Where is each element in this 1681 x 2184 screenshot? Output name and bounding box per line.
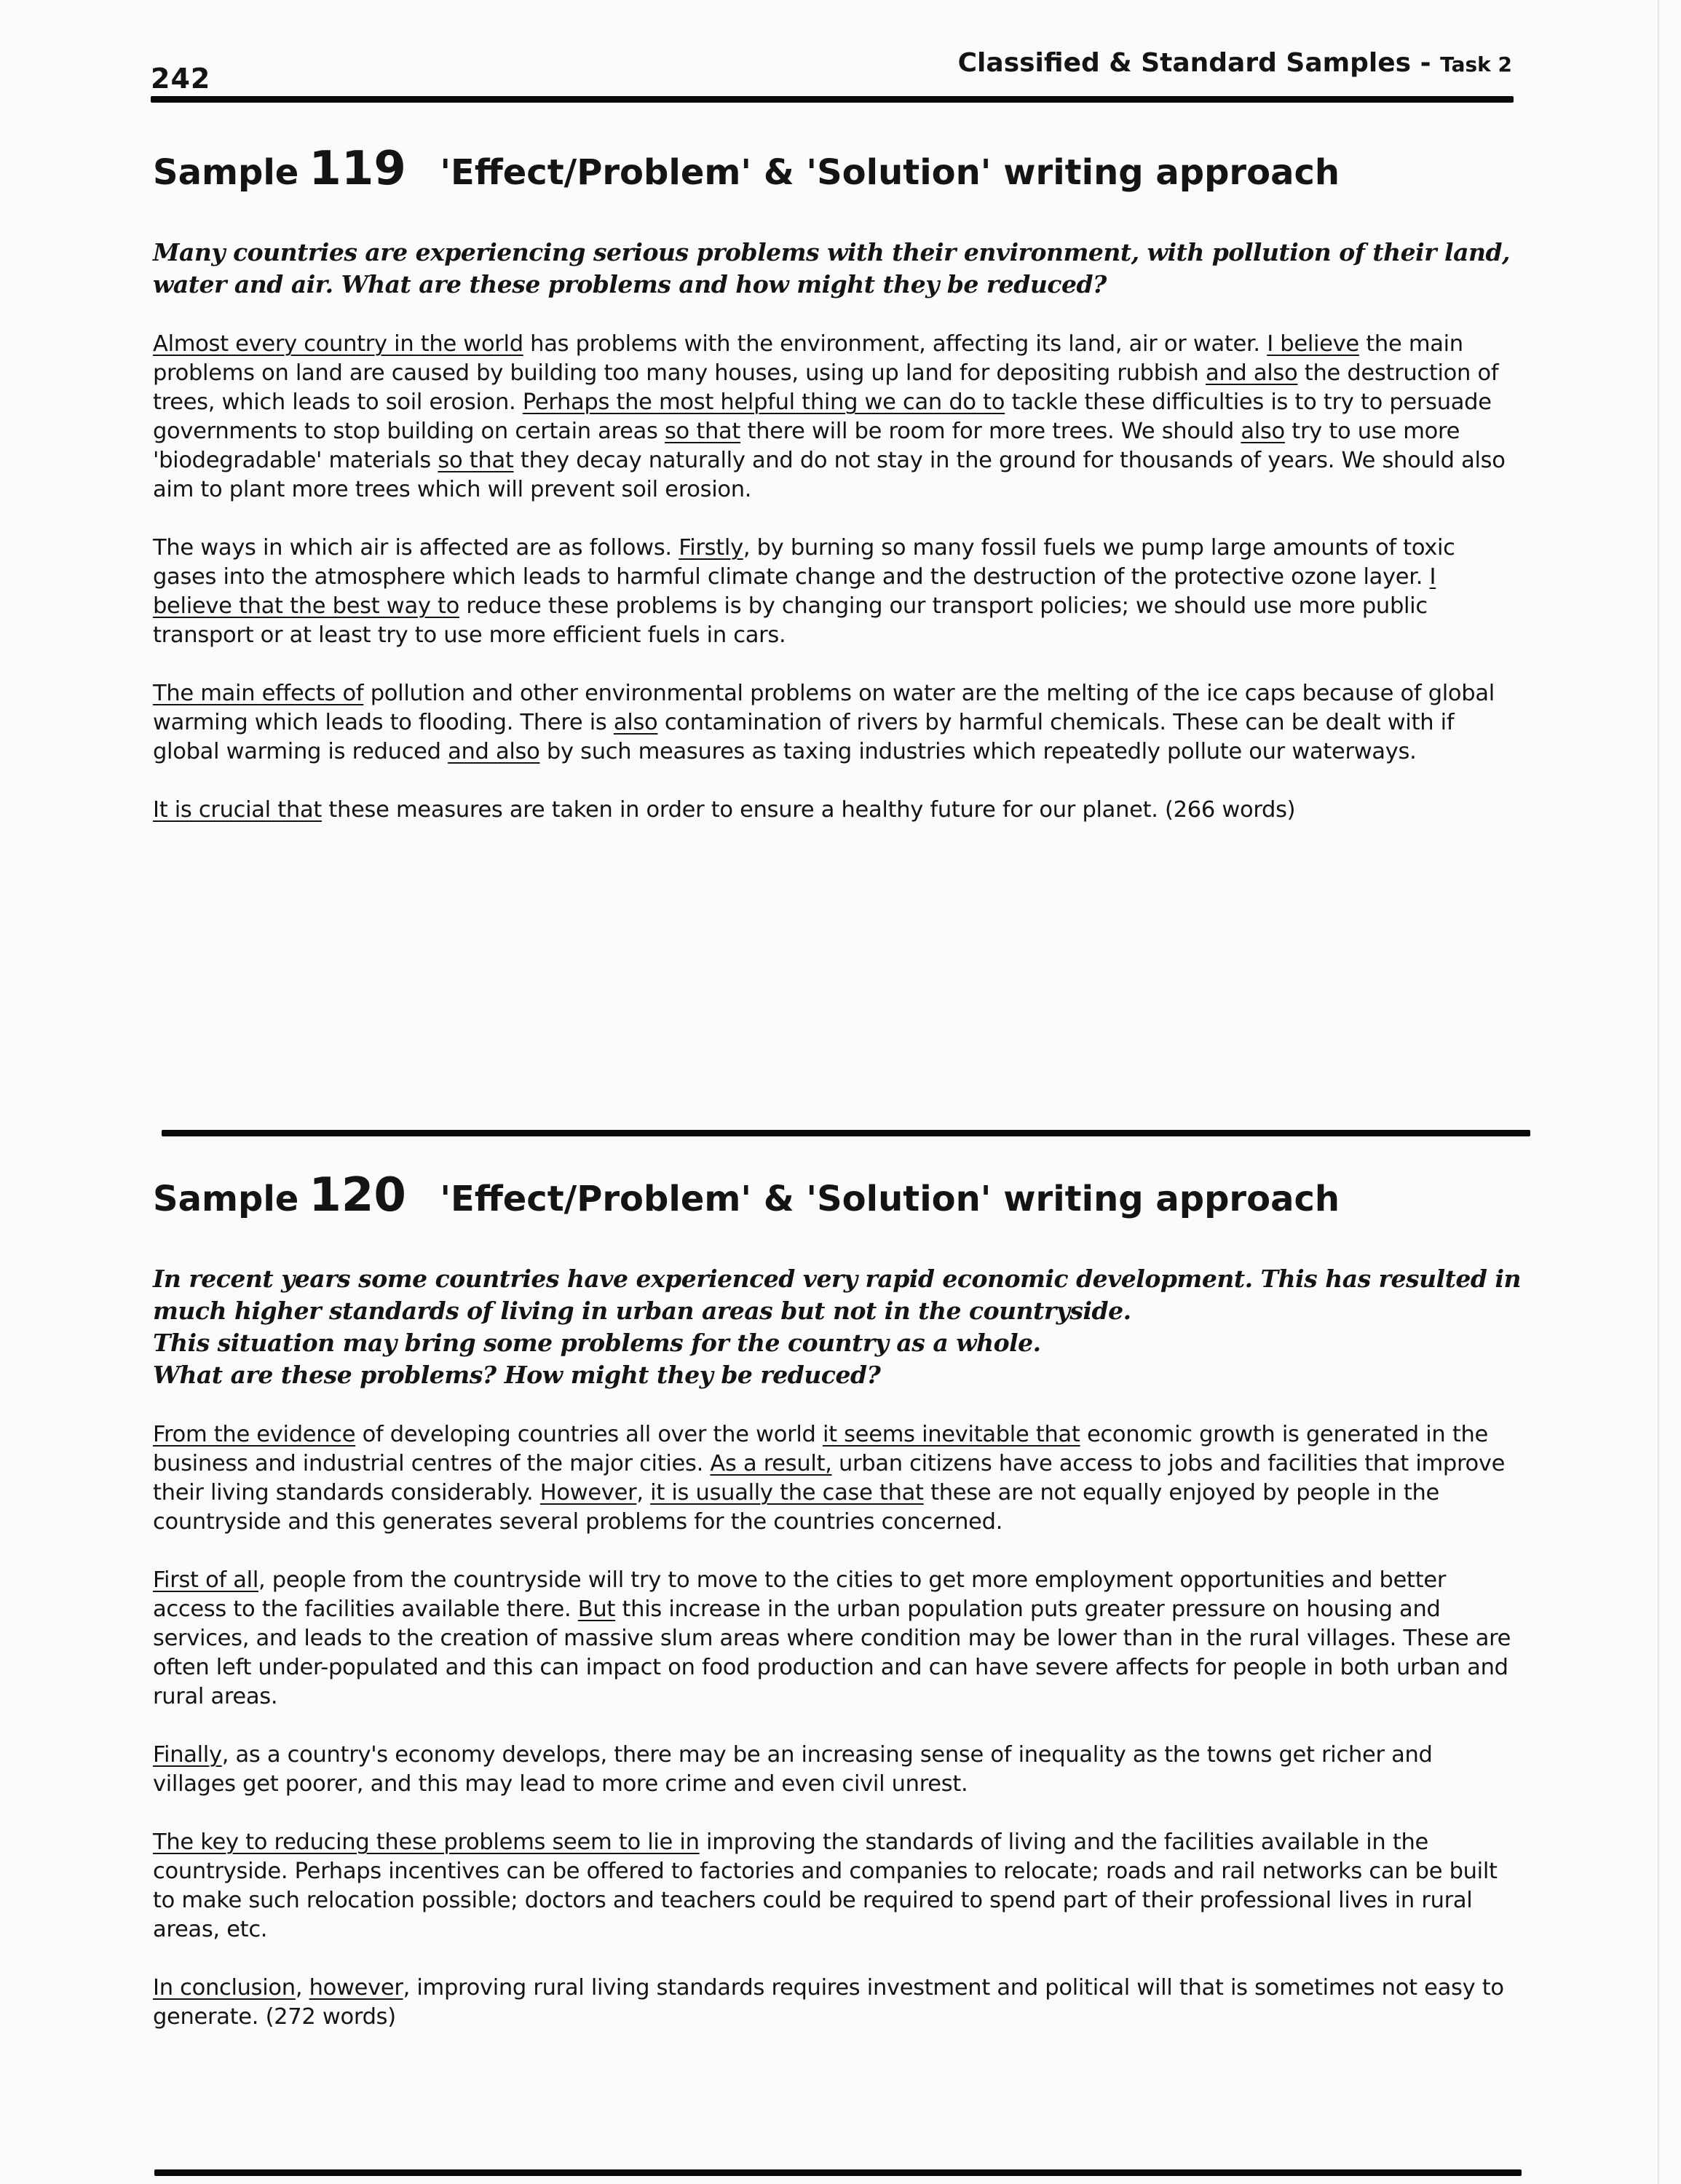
underlined-phrase: I believe that the best way to <box>153 564 1436 619</box>
text-run: there will be room for more trees. We should <box>740 419 1241 444</box>
text-run: try to use more 'biodegradable' materials <box>153 419 1460 473</box>
essay-paragraph <box>153 1566 1522 1712</box>
text-run: improving the standards of living and the facilities available in the countryside. Perhaps incentives can be offered to factories and companies to relocate; roads and rail networks can be built to make such relocation possible; doctors and teachers could be required to spend part of their professional lives in rural areas, etc. <box>153 1829 1498 1942</box>
text-run: , by burning so many fossil fuels we pump large amounts of toxic gases into the atmosphere which leads to harmful climate change and the destruction of the protective ozone layer. <box>153 535 1455 590</box>
running-title <box>958 48 1512 78</box>
text-run: these measures are taken in order to ensure a healthy future for our planet. (266 words) <box>322 797 1296 823</box>
text-run: of developing countries all over the world <box>355 1422 823 1447</box>
text-run: pollution and other environmental problems on water are the melting of the ice caps because of global warming which leads to flooding. There is <box>153 681 1495 735</box>
underlined-phrase: Firstly <box>679 535 743 561</box>
text-run: contamination of rivers by harmful chemicals. These can be dealt with if global warming is reduced <box>153 710 1455 764</box>
text-run: tackle these difficulties is to try to persuade governments to stop building on certain areas <box>153 389 1492 444</box>
text-run: by such measures as taxing industries which repeatedly pollute our waterways. <box>539 739 1417 764</box>
sample-approach-title: 'Effect/Problem' & 'Solution' writing approach <box>440 152 1340 193</box>
underlined-phrase: It is crucial that <box>153 797 322 823</box>
sample-label: Sample <box>153 152 299 193</box>
text-run: reduce these problems is by changing our transport policies; we should use more public transport or at least try to use more efficient fuels in cars. <box>153 593 1428 648</box>
underlined-phrase: The key to reducing these problems seem to lie in <box>153 1829 700 1855</box>
sample-119 <box>153 142 1522 854</box>
page-number: 242 <box>151 63 211 95</box>
underlined-phrase: Almost every country in the world <box>153 331 523 357</box>
essay-paragraph <box>153 679 1522 767</box>
underlined-phrase: so that <box>438 448 514 473</box>
sample-number: 120 <box>309 1168 406 1222</box>
underlined-phrase: it seems inevitable that <box>822 1422 1080 1447</box>
sample-120 <box>153 1168 1522 2061</box>
underlined-phrase: The main effects of <box>153 681 364 706</box>
header-rule <box>151 96 1514 103</box>
essay-paragraph <box>153 534 1522 650</box>
essay-paragraph <box>153 330 1522 505</box>
prompt-line: This situation may bring some problems for the country as a whole. <box>153 1329 1041 1357</box>
text-run: , as a country's economy develops, there may be an increasing sense of inequality as the towns get richer and villages get poorer, and this may lead to more crime and even civil unrest. <box>153 1742 1433 1797</box>
text-run: urban citizens have access to jobs and facilities that improve their living standards considerably. <box>153 1451 1506 1506</box>
footer-rule <box>154 2169 1522 2176</box>
underlined-phrase: it is usually the case that <box>650 1480 924 1506</box>
text-run: , improving rural living standards requires investment and political will that is sometimes not easy to generate. (272 words) <box>153 1975 1504 2030</box>
underlined-phrase: However <box>539 1480 637 1506</box>
essay-paragraph <box>153 1974 1522 2032</box>
essay-prompt <box>153 1263 1522 1391</box>
essay-body <box>153 330 1522 825</box>
text-run: the main problems on land are caused by building too many houses, using up land for depositing rubbish <box>153 331 1463 386</box>
text-run: , <box>636 1480 651 1506</box>
text-run: the destruction of trees, which leads to soil erosion. <box>153 360 1499 415</box>
underlined-phrase: also <box>1241 419 1285 444</box>
text-run: , people from the countryside will try to move to the cities to get more employment opportunities and better access to the facilities available there. <box>153 1567 1447 1622</box>
underlined-phrase: But <box>577 1597 616 1622</box>
essay-prompt <box>153 237 1522 301</box>
prompt-line: What are these problems? How might they be reduced? <box>153 1361 881 1389</box>
underlined-phrase: Perhaps the most helpful thing we can do to <box>522 389 1005 415</box>
text-run: , <box>295 1975 309 2001</box>
underlined-phrase: From the evidence <box>153 1422 356 1447</box>
sample-label: Sample <box>153 1179 299 1219</box>
underlined-phrase: and also <box>448 739 540 764</box>
text-run: these are not equally enjoyed by people in the countryside and this generates several problems for the countries concerned. <box>153 1480 1440 1535</box>
sample-heading <box>153 142 1522 200</box>
underlined-phrase: also <box>613 710 658 735</box>
underlined-phrase: Finally <box>153 1742 222 1768</box>
section-divider <box>162 1130 1530 1136</box>
essay-body <box>153 1420 1522 2032</box>
underlined-phrase: As a result, <box>710 1451 832 1476</box>
essay-paragraph <box>153 1828 1522 1944</box>
essay-paragraph <box>153 1741 1522 1799</box>
underlined-phrase: so that <box>664 419 741 444</box>
page-edge <box>1658 0 1659 2184</box>
underlined-phrase: however <box>309 1975 403 2001</box>
text-run: they decay naturally and do not stay in the ground for thousands of years. We should also aim to plant more trees which will prevent soil erosion. <box>153 448 1506 502</box>
underlined-phrase: In conclusion <box>153 1975 296 2001</box>
text-run: The ways in which air is affected are as follows. <box>153 535 679 561</box>
underlined-phrase: I believe <box>1267 331 1359 357</box>
essay-paragraph <box>153 796 1522 825</box>
running-title-text: Classified & Standard Samples - <box>957 48 1441 78</box>
underlined-phrase: and also <box>1205 360 1298 386</box>
text-run: this increase in the urban population puts greater pressure on housing and services, and leads to the creation of massive slum areas where condition may be lower than in the rural villages. These are often left under-populated and this can impact on food production and can have severe affects for people in both urban and rural areas. <box>153 1597 1511 1709</box>
sample-heading <box>153 1168 1522 1227</box>
essay-paragraph <box>153 1420 1522 1537</box>
text-run: has problems with the environment, affecting its land, air or water. <box>523 331 1267 357</box>
sample-approach-title: 'Effect/Problem' & 'Solution' writing approach <box>440 1179 1340 1219</box>
page-header <box>151 44 1512 95</box>
prompt-line: In recent years some countries have experienced very rapid economic development. This has resulted in much higher standards of living in urban areas but not in the countryside. <box>153 1265 1521 1325</box>
prompt-line: Many countries are experiencing serious problems with their environment, with pollution of their land, water and air. What are these problems and how might they be reduced? <box>153 238 1511 298</box>
sample-number: 119 <box>309 142 406 196</box>
text-run: economic growth is generated in the business and industrial centres of the major cities. <box>153 1422 1488 1476</box>
underlined-phrase: First of all <box>153 1567 259 1593</box>
running-title-task: Task 2 <box>1440 52 1512 76</box>
